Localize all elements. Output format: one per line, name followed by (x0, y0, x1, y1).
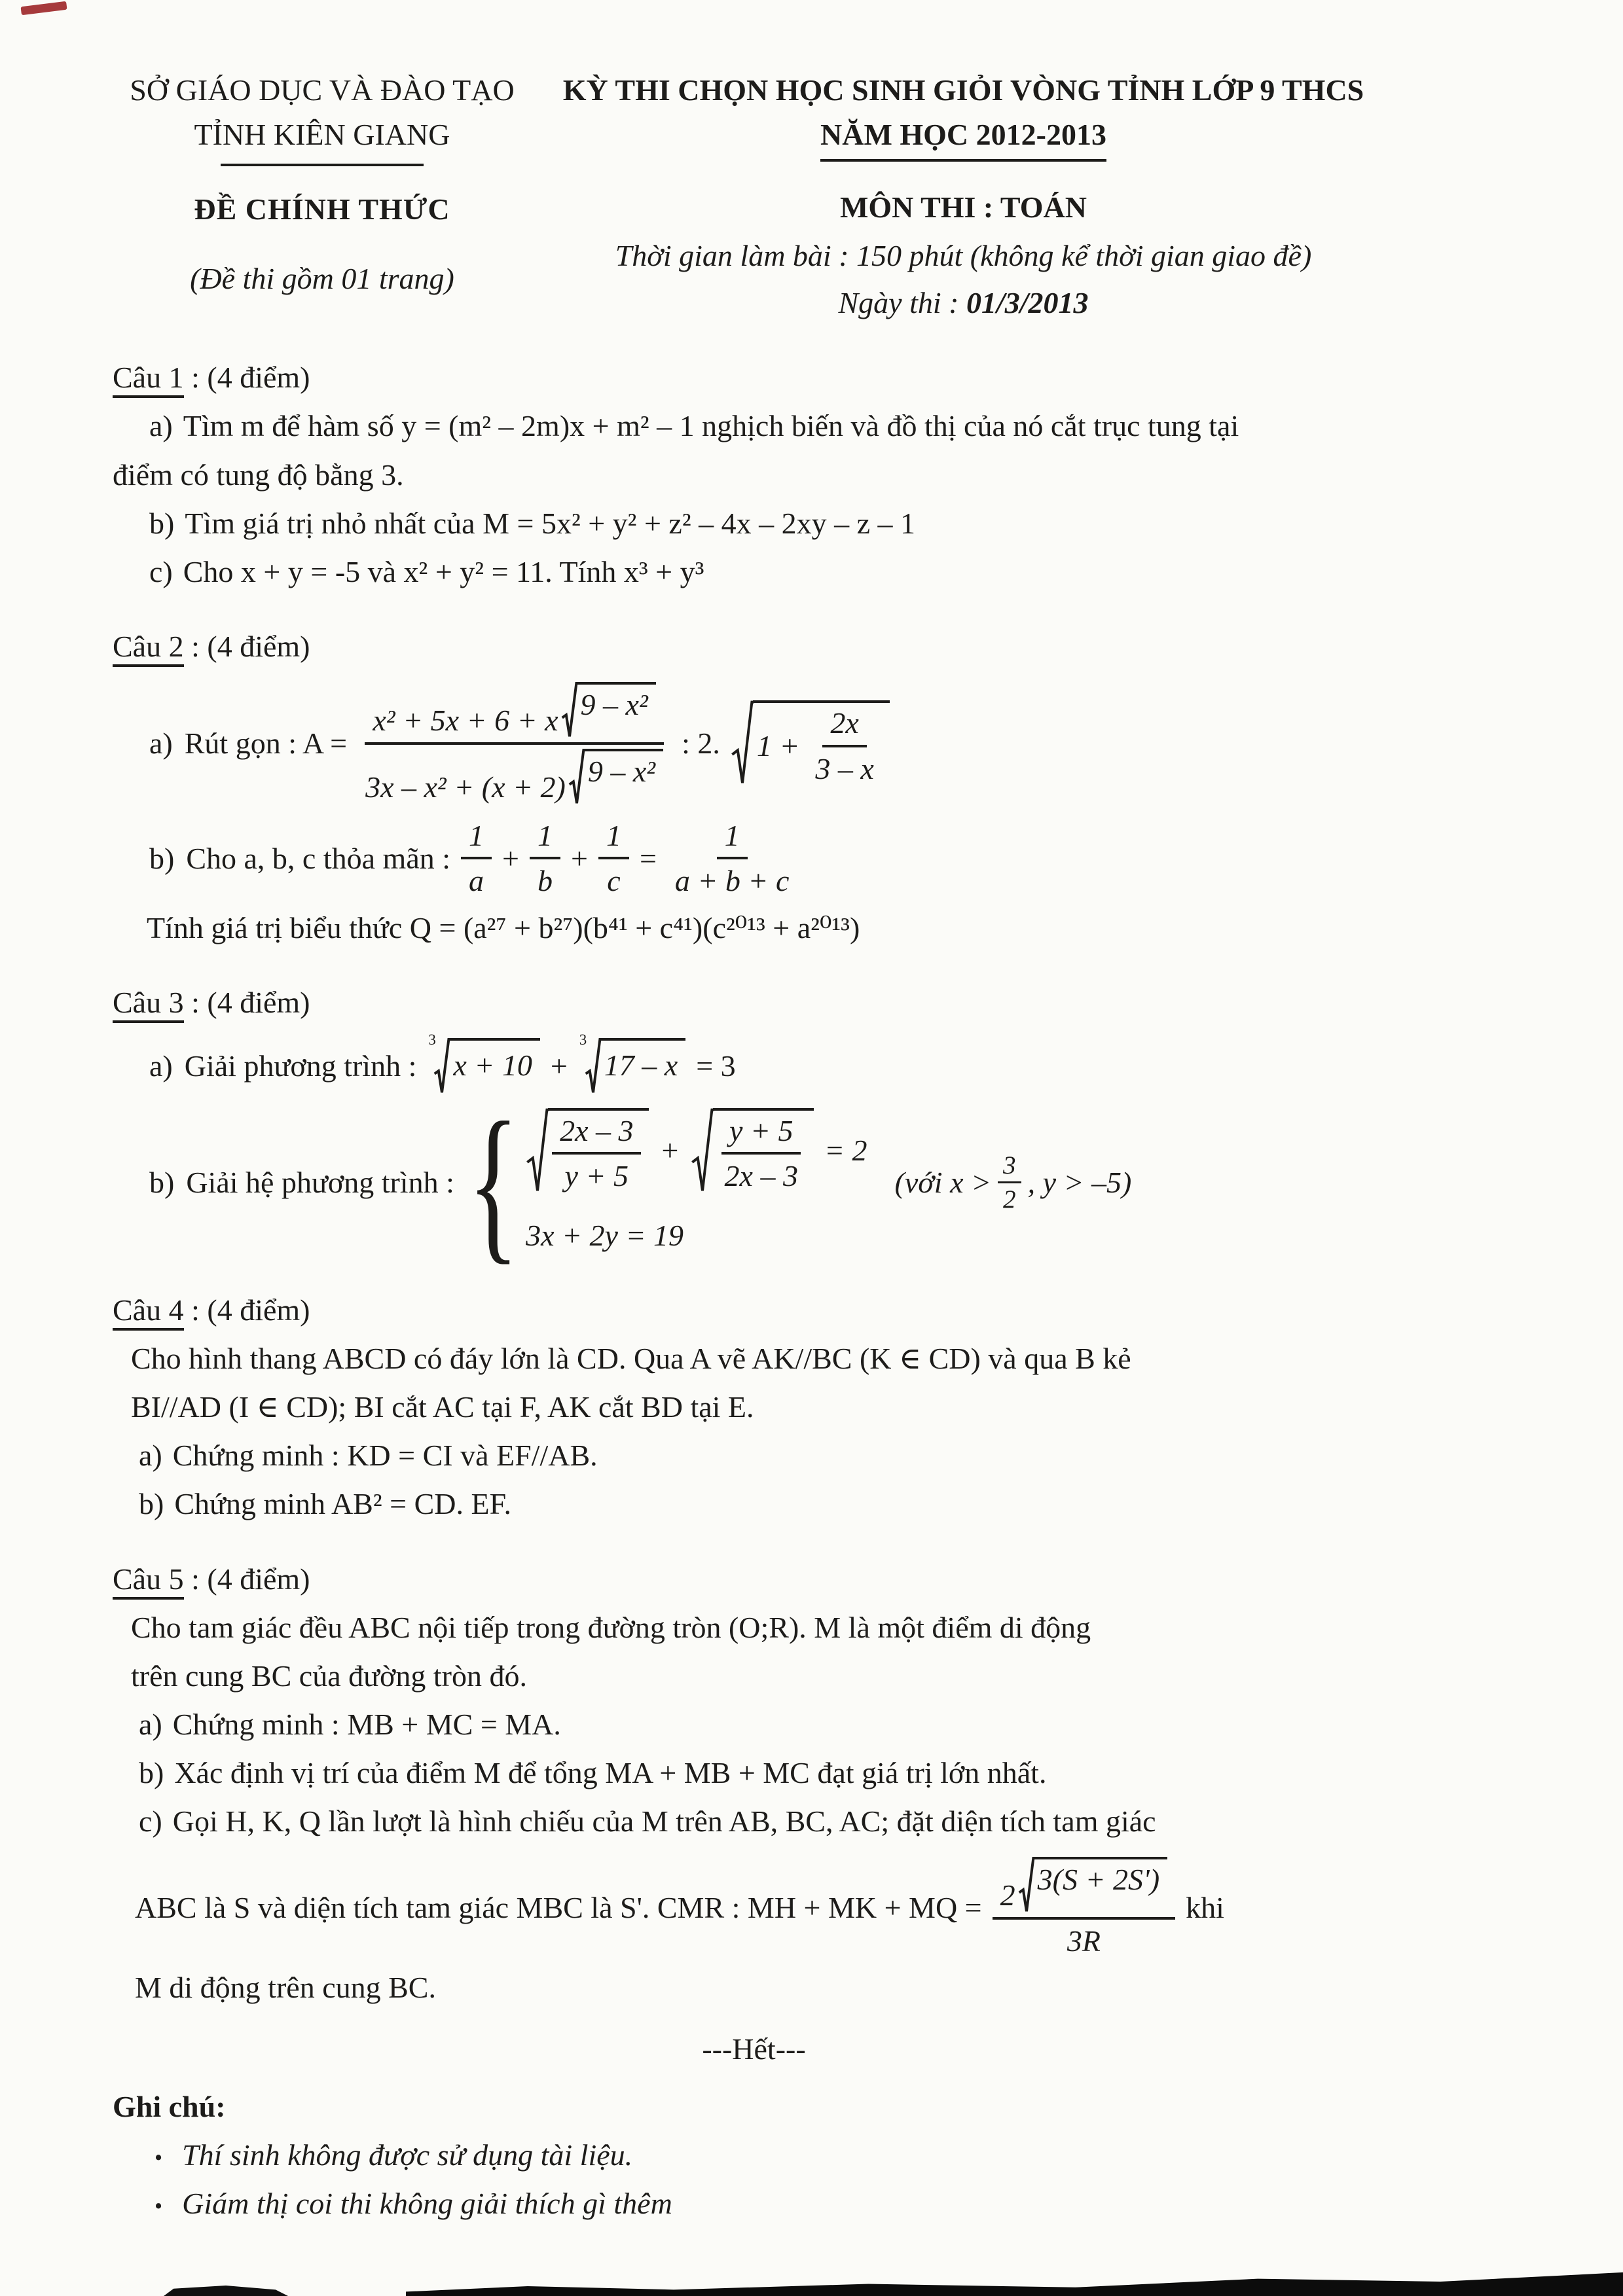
square-root (568, 749, 663, 806)
fraction-denominator (357, 745, 671, 806)
item-text: Tìm giá trị nhỏ nhất của M = 5x² + y² + z² – 4x – 2xy – z – 1 (185, 506, 916, 540)
item-label: c) (149, 554, 173, 588)
condition-fraction (998, 1152, 1021, 1213)
question-label: Câu 4 (113, 1293, 184, 1331)
question-5c-formula-line (113, 1857, 1395, 1959)
fraction-denominator: a + b + c (674, 864, 790, 898)
item-label: a) (149, 726, 173, 760)
question-2-heading (113, 624, 1395, 669)
plus-operator: + (659, 1134, 680, 1168)
question-points: : (4 điểm) (183, 1562, 310, 1596)
question-4a (113, 1433, 1395, 1478)
fraction-denominator: a (469, 864, 484, 898)
fraction-denominator: 3R (1067, 1924, 1101, 1958)
item-text: Xác định vị trí của điểm M để tổng MA + MB + MC đạt giá trị lớn nhất. (174, 1755, 1047, 1789)
issuer-province: TỈNH KIÊN GIANG (194, 118, 450, 152)
fraction-numerator: 1 (598, 818, 629, 859)
q2a-divide: : 2. (682, 726, 720, 760)
pages-note: (Đề thi gồm 01 trang) (190, 262, 454, 296)
item-text: Chứng minh AB² = CD. EF. (174, 1487, 511, 1521)
radical-icon (568, 749, 585, 806)
plus-operator: + (502, 841, 519, 875)
nested-fraction (552, 1113, 641, 1194)
question-label: Câu 5 (113, 1562, 184, 1600)
note-item (113, 2133, 1395, 2178)
numerator-text: 2 (1000, 1878, 1015, 1912)
item-label: c) (139, 1804, 162, 1838)
exam-title-block (532, 68, 1395, 325)
exam-title: KỲ THI CHỌN HỌC SINH GIỎI VÒNG TỈNH LỚP 9 THCS (562, 73, 1364, 107)
question-5-heading (113, 1557, 1395, 1602)
question-4 (113, 1288, 1395, 1526)
item-text: Chứng minh : KD = CI và EF//AB. (172, 1439, 598, 1473)
radicand (713, 1108, 814, 1194)
question-5a (113, 1702, 1395, 1747)
fraction-1-over-a (461, 818, 492, 899)
note-item (113, 2181, 1395, 2226)
note-text: Thí sinh không được sử dụng tài liệu. (182, 2138, 633, 2172)
question-label: Câu 3 (113, 986, 184, 1023)
item-label: a) (139, 1707, 162, 1741)
fraction-numerator: y + 5 (721, 1113, 801, 1155)
question-5b (113, 1751, 1395, 1795)
square-root (691, 1108, 814, 1194)
root-index: 3 (428, 1031, 436, 1048)
item-text: Cho x + y = -5 và x² + y² = 11. Tính x³ + y³ (183, 554, 704, 588)
equation-rhs: = 3 (696, 1049, 736, 1083)
plus-operator: + (550, 1049, 568, 1083)
duration-line: Thời gian làm bài : 150 phút (không kể thời gian giao đề) (615, 239, 1312, 273)
fraction-denominator: b (537, 864, 553, 898)
item-text: khi (1186, 1890, 1224, 1924)
question-1 (113, 355, 1395, 594)
system-equations (526, 1108, 867, 1259)
equation-rhs: = 2 (824, 1134, 867, 1168)
question-5c (113, 1799, 1395, 1844)
radical-icon (585, 1038, 602, 1095)
question-2a (113, 682, 1395, 805)
fraction-1-over-abc (667, 818, 797, 899)
fraction-denominator: 2 (1003, 1185, 1016, 1214)
school-year: NĂM HỌC 2012-2013 (820, 113, 1106, 162)
item-text: điểm có tung độ bằng 3. (113, 457, 404, 492)
radical-icon (526, 1108, 549, 1194)
fraction-denominator: 3 – x (815, 751, 874, 785)
question-4-intro-continued: BI//AD (I ∈ CD); BI cắt AC tại F, AK cắt BD tại E. (131, 1390, 754, 1424)
item-label: a) (149, 409, 173, 443)
q3a-intro: Giải phương trình : (184, 1049, 417, 1083)
question-points: : (4 điểm) (183, 361, 310, 395)
question-2 (113, 624, 1395, 950)
equals-operator: = (639, 841, 657, 875)
question-5c-continued: M di động trên cung BC. (135, 1970, 436, 2004)
bullet-icon: • (155, 2145, 163, 2171)
system-equation-1 (526, 1108, 867, 1194)
question-1b (113, 501, 1395, 546)
q2a-intro: Rút gọn : A = (184, 726, 348, 760)
item-label: a) (139, 1439, 162, 1473)
fraction-numerator: 2x (822, 706, 866, 747)
fraction-numerator (993, 1857, 1176, 1920)
scan-edge-artifact-small (164, 2286, 288, 2296)
question-3b (113, 1086, 1395, 1279)
scan-edge-artifact (406, 2267, 1623, 2296)
exam-date-line (532, 281, 1395, 325)
scan-pen-mark (20, 1, 67, 15)
q5c-fraction (993, 1857, 1176, 1959)
radicand (548, 1108, 649, 1194)
radicand: 9 – x² (577, 682, 656, 739)
plus-operator: + (570, 841, 588, 875)
question-5-intro-continued: trên cung BC của đường tròn đó. (131, 1659, 527, 1693)
fraction-1-over-b (530, 818, 560, 899)
item-label: a) (149, 1049, 173, 1083)
fraction-numerator: 1 (461, 818, 492, 859)
square-root (561, 682, 656, 739)
question-1c (113, 550, 1395, 594)
q2b-intro: Cho a, b, c thỏa mãn : (186, 841, 451, 875)
fraction-numerator: 1 (717, 818, 748, 859)
item-label: b) (139, 1487, 164, 1521)
question-points: : (4 điểm) (183, 985, 310, 1019)
square-root (526, 1108, 649, 1194)
radicand-text: 1 + (756, 728, 800, 762)
issuing-authority-block (113, 68, 532, 301)
q2a-outer-root (731, 700, 890, 787)
school-year-line (532, 113, 1395, 162)
fraction-denominator: 2x – 3 (724, 1158, 798, 1193)
question-2b-line2: Tính giá trị biểu thức Q = (a²⁷ + b²⁷)(b⁴¹ + c⁴¹)(c²⁰¹³ + a²⁰¹³) (147, 910, 860, 944)
system-equation-2: 3x + 2y = 19 (526, 1219, 684, 1253)
bullet-icon: • (155, 2194, 163, 2219)
item-label: b) (149, 506, 175, 540)
fraction-denominator: c (607, 864, 621, 898)
item-label: b) (139, 1755, 164, 1789)
denominator-text: 3x – x² + (x + 2) (365, 770, 566, 804)
question-5 (113, 1557, 1395, 2010)
question-1a (113, 404, 1395, 448)
official-exam-label: ĐỀ CHÍNH THỨC (194, 192, 450, 226)
condition-text: , y > –5) (1027, 1166, 1132, 1200)
radical-icon (561, 682, 578, 739)
radical-icon (731, 700, 754, 787)
radical-icon (433, 1038, 450, 1095)
question-points: : (4 điểm) (183, 629, 310, 663)
radicand: 17 – x (600, 1038, 685, 1095)
radicand (753, 700, 890, 787)
nested-fraction (717, 1113, 806, 1194)
item-text: Gọi H, K, Q lần lượt là hình chiếu của M trên AB, BC, AC; đặt diện tích tam giác (172, 1804, 1156, 1838)
note-text: Giám thị coi thi không giải thích gì thêm (182, 2187, 672, 2221)
cube-root (428, 1031, 539, 1095)
nested-fraction (807, 706, 881, 787)
fraction-numerator: 1 (530, 818, 560, 859)
numerator-text: x² + 5x + 6 + x (373, 704, 558, 738)
question-1-heading (113, 355, 1395, 400)
item-text: ABC là S và diện tích tam giác MBC là S'. CMR : MH + MK + MQ = (135, 1890, 982, 1924)
radicand: x + 10 (449, 1038, 539, 1095)
radicand: 9 – x² (584, 749, 663, 806)
fraction-denominator: y + 5 (564, 1158, 629, 1193)
question-4-heading (113, 1288, 1395, 1333)
radicand: 3(S + 2S') (1034, 1857, 1168, 1914)
q2a-main-fraction (357, 682, 671, 805)
question-2b (113, 818, 1395, 899)
question-3-heading (113, 980, 1395, 1025)
square-root (1018, 1857, 1168, 1914)
question-4b (113, 1482, 1395, 1526)
exam-date-value: 01/3/2013 (966, 286, 1089, 320)
notes-section (113, 2085, 1395, 2226)
condition (895, 1152, 1132, 1213)
radical-icon (691, 1108, 714, 1194)
radical-icon (1018, 1857, 1035, 1914)
system-brace: { (467, 1086, 519, 1279)
question-3 (113, 980, 1395, 1279)
item-label: b) (149, 1166, 175, 1200)
condition-text: (với x > (894, 1166, 992, 1200)
item-label: b) (149, 841, 175, 875)
item-text: Tìm m để hàm số y = (m² – 2m)x + m² – 1 nghịch biến và đồ thị của nó cắt trục tung tại (183, 409, 1239, 443)
question-points: : (4 điểm) (183, 1293, 310, 1327)
fraction-1-over-c (598, 818, 629, 899)
document-header (113, 68, 1395, 325)
q3b-intro: Giải hệ phương trình : (186, 1166, 454, 1200)
item-text: Chứng minh : MB + MC = MA. (172, 1707, 561, 1741)
question-label: Câu 2 (113, 630, 184, 667)
equation-system (465, 1086, 867, 1279)
question-5-intro: Cho tam giác đều ABC nội tiếp trong đường tròn (O;R). M là một điểm di động (131, 1610, 1091, 1644)
question-4-intro: Cho hình thang ABCD có đáy lớn là CD. Qua A vẽ AK//BC (K ∈ CD) và qua B kẻ (131, 1342, 1131, 1376)
issuer-name: SỞ GIÁO DỤC VÀ ĐÀO TẠO (130, 73, 515, 107)
exam-date-label: Ngày thi : (838, 286, 966, 320)
end-of-exam-mark: ---Hết--- (702, 2032, 806, 2066)
subject-line: MÔN THI : TOÁN (839, 190, 1087, 224)
question-1a-continued (113, 453, 1395, 497)
question-label: Câu 1 (113, 361, 184, 398)
fraction-numerator (365, 682, 663, 745)
cube-root (579, 1031, 685, 1095)
header-divider (221, 164, 424, 166)
question-3a (113, 1031, 1395, 1095)
fraction-numerator: 2x – 3 (552, 1113, 641, 1155)
root-index: 3 (579, 1031, 587, 1048)
fraction-numerator: 3 (998, 1152, 1021, 1183)
notes-title: Ghi chú: (113, 2090, 226, 2124)
